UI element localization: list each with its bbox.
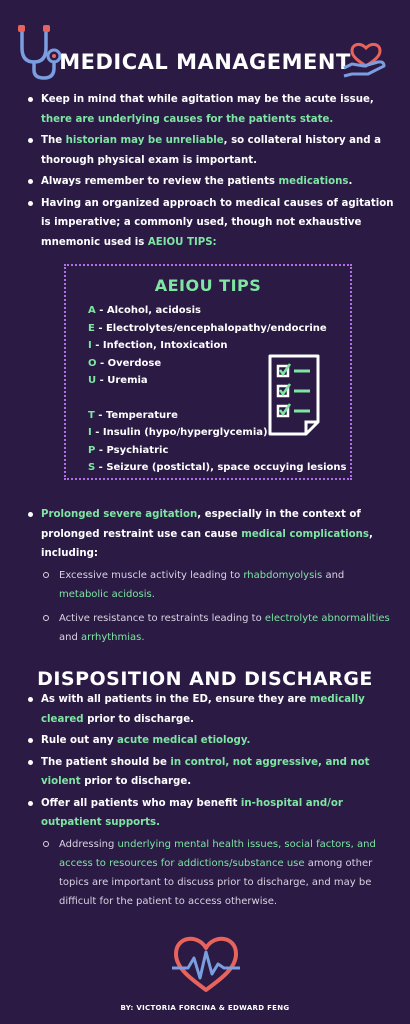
management-bullet-list <box>26 90 396 254</box>
tips-letter: A <box>88 305 96 316</box>
aeiou-tips-box <box>64 264 352 480</box>
text-run: The <box>41 135 66 146</box>
tips-letter: S <box>88 462 96 473</box>
tips-text: - Electrolytes/encephalopathy/endocrine <box>94 322 327 334</box>
highlight-text: AEIOU TIPS: <box>147 236 217 248</box>
tips-letter: T <box>88 409 95 421</box>
tips-text: - Temperature <box>94 409 178 421</box>
highlight-text: underlying mental health issues, social factors, and access to resources for addictions/substance use <box>59 838 376 869</box>
footer-credit: BY: VICTORIA FORCINA & EDWARD FENG <box>120 1004 290 1012</box>
page-title: MEDICAL MANAGEMENT <box>59 50 351 75</box>
tips-letter: P <box>88 444 96 456</box>
text-run: Excessive muscle activity leading to <box>59 569 244 581</box>
tips-item <box>88 302 347 320</box>
text-run: prior to discharge. <box>83 713 194 725</box>
text-run: Keep in mind that while agitation may be the acute issue, <box>41 94 374 105</box>
text-run: Always remember to review the patients <box>41 176 279 187</box>
tips-text: - Uremia <box>96 375 148 386</box>
highlight-text: electrolyte abnormalities <box>264 612 390 624</box>
checklist-icon <box>266 352 334 438</box>
bullet-item <box>26 731 396 751</box>
bullet-item <box>26 753 396 792</box>
highlight-text: there are underlying causes for the patients state. <box>41 113 334 125</box>
tips-item <box>88 442 347 460</box>
tips-letter: U <box>88 375 97 386</box>
tips-letter: E <box>88 322 95 334</box>
heartbeat-heart-icon <box>170 932 242 994</box>
highlight-text: Prolonged severe agitation <box>41 509 198 520</box>
text-run: The patient should be <box>41 756 171 768</box>
tips-item <box>88 320 347 338</box>
text-run: , especially in the context of prolonged restraint use can cause <box>41 509 361 540</box>
text-run: among other topics are important to discuss prior to discharge, and may be difficult for the patient to access otherwise. <box>59 857 373 907</box>
sub-bullet-list <box>41 566 396 647</box>
tips-text: - Overdose <box>96 357 162 369</box>
section-title-disposition: DISPOSITION AND DISCHARGE <box>37 667 373 690</box>
bullet-item <box>26 90 396 129</box>
text-run: , including: <box>41 528 373 559</box>
tips-text: - Insulin (hypo/hyperglycemia) <box>91 427 268 438</box>
highlight-text: medically cleared <box>41 694 365 725</box>
tips-letter: I <box>88 427 92 438</box>
sub-bullet-item <box>41 835 396 911</box>
highlight-text: in-hospital and/or outpatient supports. <box>41 797 343 828</box>
text-run: Offer all patients who may benefit <box>41 797 241 809</box>
text-run: Active resistance to restraints leading to <box>59 612 265 624</box>
tips-letter: I <box>88 340 92 351</box>
tips-text: - Alcohol, acidosis <box>95 305 201 316</box>
bullet-item <box>26 131 396 170</box>
bullet-item <box>26 194 396 253</box>
sub-bullet-item <box>41 566 396 604</box>
aeiou-tips-title: AEIOU TIPS <box>154 276 262 295</box>
bullet-item <box>26 172 396 192</box>
highlight-text: historian may be unreliable <box>65 135 224 146</box>
highlight-text: medical complications <box>241 528 369 540</box>
sub-bullet-item <box>41 609 396 647</box>
text-run: prior to discharge. <box>80 776 192 787</box>
tips-item <box>88 459 347 477</box>
highlight-text: metabolic acidosis. <box>59 588 155 600</box>
highlight-text: medications <box>278 176 349 187</box>
highlight-text: acute medical etiology. <box>117 735 251 746</box>
tips-text: - Infection, Intoxication <box>91 340 228 351</box>
bullet-item <box>26 794 396 911</box>
tips-letter: O <box>88 357 97 369</box>
disposition-bullet-list <box>26 690 396 916</box>
text-run: Having an organized approach to medical causes of agitation is imperative; a commonly used, though not exhaustive mnemonic used is <box>41 197 394 248</box>
text-run: Addressing <box>59 838 118 850</box>
highlight-text: rhabdomyolysis <box>243 569 323 581</box>
text-run: and <box>322 569 345 581</box>
highlight-text: in control, not aggressive, and not violent <box>41 756 370 787</box>
bullet-item <box>26 505 396 647</box>
text-run: Rule out any <box>41 735 118 746</box>
tips-text: - Psychiatric <box>95 444 169 456</box>
heart-in-hand-icon <box>340 26 392 78</box>
text-run: , so collateral history and a thorough physical exam is important. <box>41 135 382 166</box>
highlight-text: arrhythmias. <box>81 631 145 643</box>
bullet-item <box>26 690 396 729</box>
text-run: and <box>59 631 81 643</box>
text-run: As with all patients in the ED, ensure they are <box>41 694 310 705</box>
sub-bullet-list <box>41 835 396 911</box>
agitation-bullet-list <box>26 505 396 652</box>
text-run: . <box>348 176 353 187</box>
tips-text: - Seizure (postictal), space occuying lesions <box>95 462 347 473</box>
